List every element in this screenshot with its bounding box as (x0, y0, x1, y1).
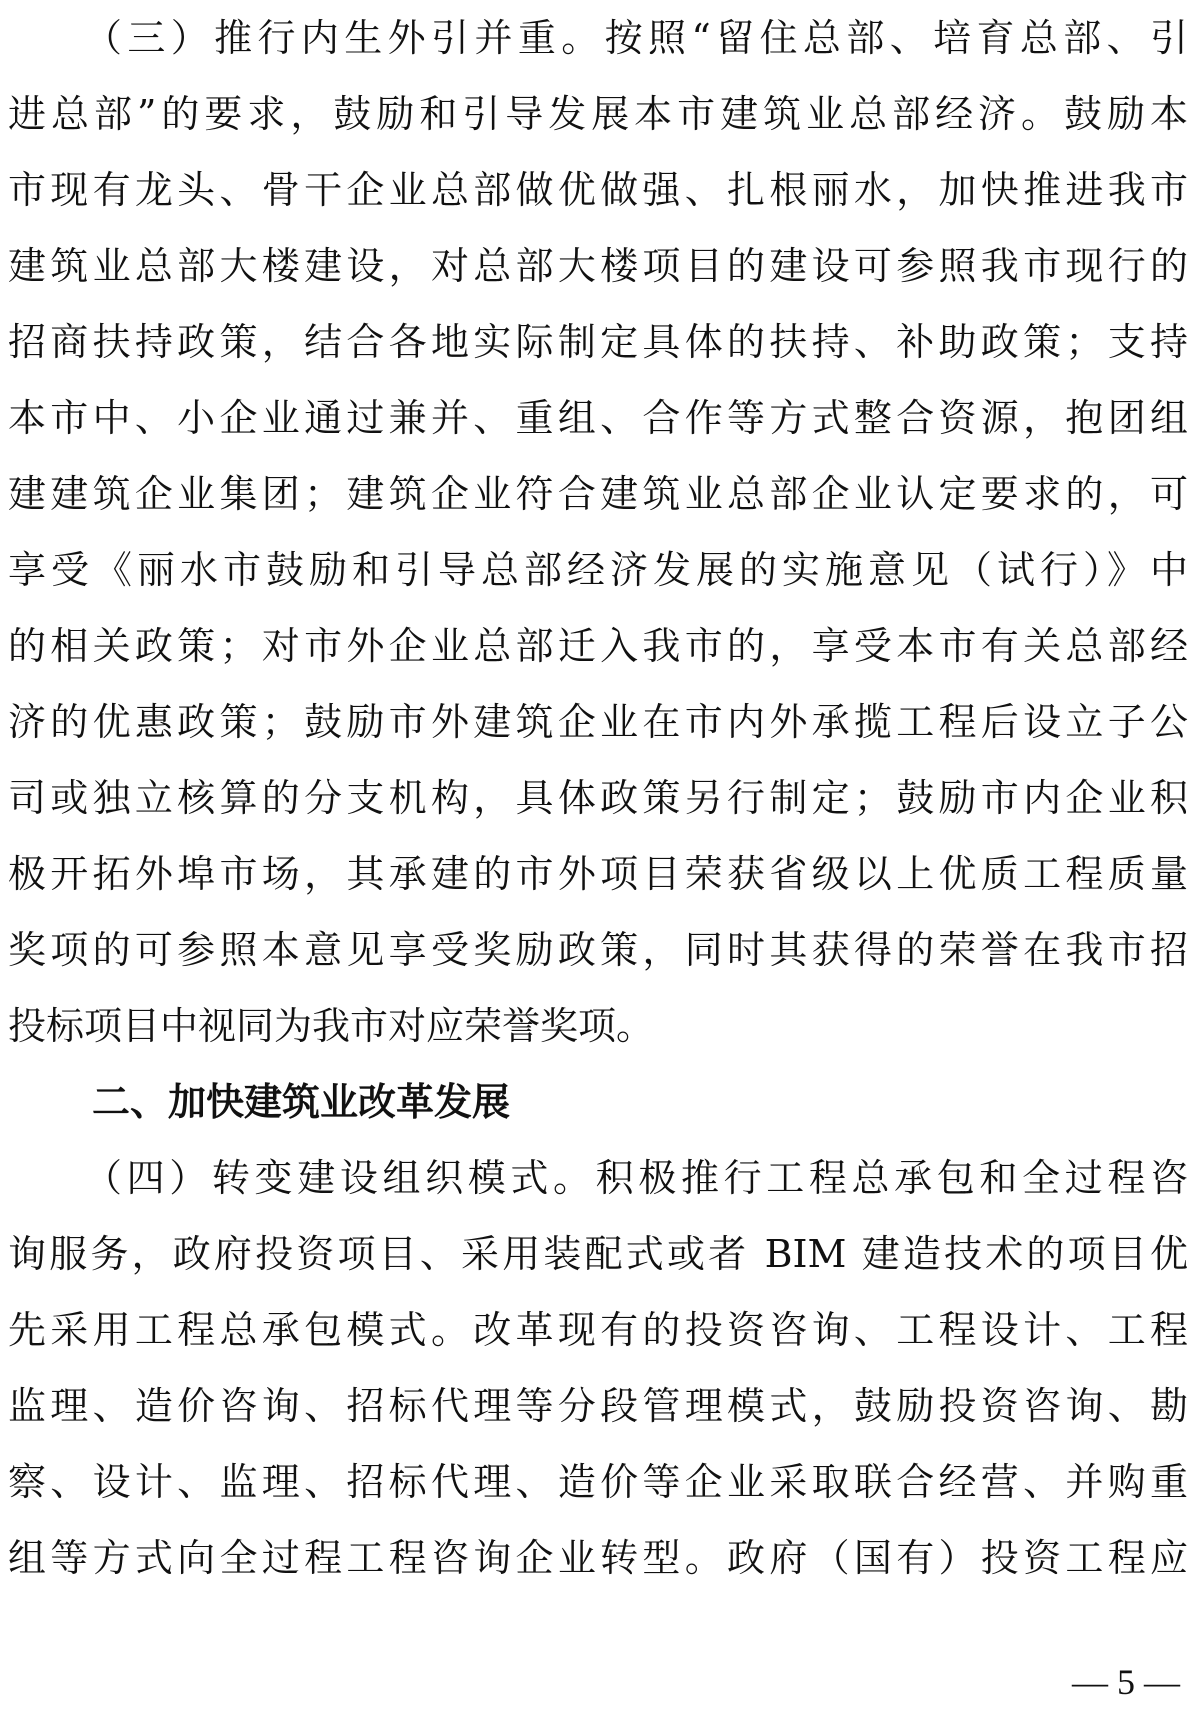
section-four-line: 询服务，政府投资项目、采用装配式或者 BIM 建造技术的项目优 (8, 1232, 1188, 1276)
page-number: — 5 — (1072, 1662, 1180, 1702)
section-three-line: 济的优惠政策；鼓励市外建筑企业在市内外承揽工程后设立子公 (8, 700, 1188, 744)
section-three-line: 的相关政策；对市外企业总部迁入我市的，享受本市有关总部经 (8, 624, 1188, 668)
section-three-line: 建筑业总部大楼建设，对总部大楼项目的建设可参照我市现行的 (8, 244, 1188, 288)
section-three-line: 极开拓外埠市场，其承建的市外项目荣获省级以上优质工程质量 (8, 852, 1188, 896)
section-three-line: （三）推行内生外引并重。按照“留住总部、培育总部、引 (84, 16, 1188, 60)
section-four-line: 察、设计、监理、招标代理、造价等企业采取联合经营、并购重 (8, 1460, 1188, 1504)
section-four-line: 先采用工程总承包模式。改革现有的投资咨询、工程设计、工程 (8, 1308, 1188, 1352)
section-four-line: （四）转变建设组织模式。积极推行工程总承包和全过程咨 (84, 1156, 1188, 1200)
section-three-line: 建建筑企业集团；建筑企业符合建筑业总部企业认定要求的，可 (8, 472, 1188, 516)
section-three-line: 享受《丽水市鼓励和引导总部经济发展的实施意见（试行）》中 (8, 548, 1188, 592)
section-heading: 二、加快建筑业改革发展 (92, 1080, 511, 1124)
section-four-line: 监理、造价咨询、招标代理等分段管理模式，鼓励投资咨询、勘 (8, 1384, 1188, 1428)
section-three-line: 招商扶持政策，结合各地实际制定具体的扶持、补助政策；支持 (8, 320, 1188, 364)
section-three-line: 投标项目中视同为我市对应荣誉奖项。 (8, 1004, 655, 1048)
section-three-line: 奖项的可参照本意见享受奖励政策，同时其获得的荣誉在我市招 (8, 928, 1188, 972)
section-three-line: 本市中、小企业通过兼并、重组、合作等方式整合资源，抱团组 (8, 396, 1188, 440)
section-three-line: 司或独立核算的分支机构，具体政策另行制定；鼓励市内企业积 (8, 776, 1188, 820)
section-three-line: 进总部”的要求，鼓励和引导发展本市建筑业总部经济。鼓励本 (8, 92, 1188, 136)
section-four-line: 组等方式向全过程工程咨询企业转型。政府（国有）投资工程应 (8, 1536, 1188, 1580)
section-three-line: 市现有龙头、骨干企业总部做优做强、扎根丽水，加快推进我市 (8, 168, 1188, 212)
